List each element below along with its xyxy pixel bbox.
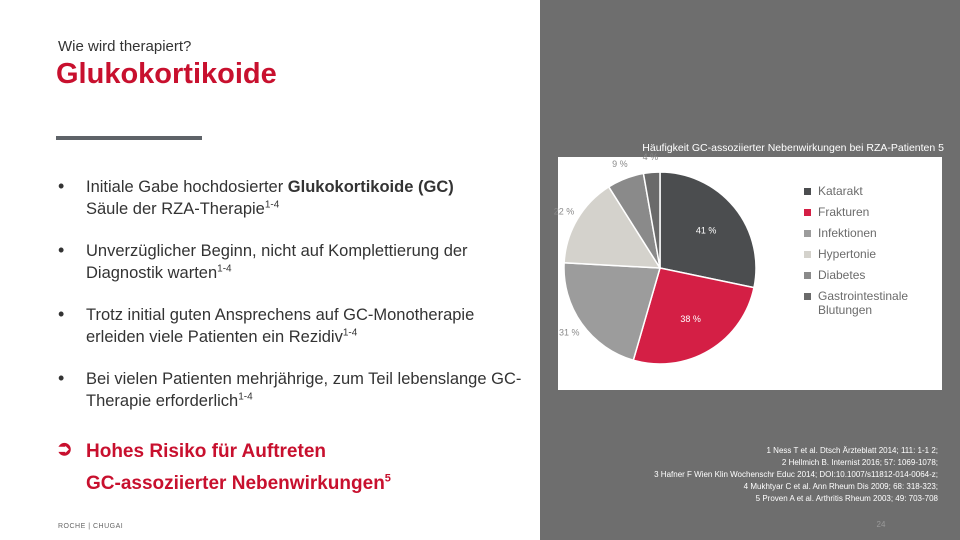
page-subtitle: Wie wird therapiert?: [58, 38, 192, 55]
bullet-dot-icon: •: [58, 304, 65, 324]
bullet-item: • Unverzüglicher Beginn, nicht auf Komplettierung der Diagnostik warten$^{1-4}$: [58, 240, 468, 282]
legend-swatch: [804, 272, 811, 279]
chart-container: [553, 152, 942, 390]
page-number: 24: [876, 520, 886, 529]
pie-slice-label: 38 %: [680, 314, 701, 325]
reference-item: 5 Proven A et al. Arthritis Rheum 2003; 49: 703-708: [755, 494, 938, 503]
reference-item: 1 Ness T et al. Dtsch Ärzteblatt 2014; 111: 1-1 2;: [766, 446, 938, 455]
legend-swatch: [804, 230, 811, 237]
bullet-dot-icon: •: [58, 368, 65, 388]
page-title: Glukokortikoide: [56, 58, 277, 90]
legend-swatch: [804, 293, 811, 300]
pie-slice-label: 22 %: [553, 206, 575, 217]
bullet-list: [58, 176, 528, 432]
bullet-dot-icon: •: [58, 176, 65, 196]
chart-title: Häufigkeit GC-assoziierter Nebenwirkungen bei RZA-Patienten 5: [642, 142, 944, 154]
legend-label: Hypertonie: [818, 247, 877, 261]
bullet-item: • Initiale Gabe hochdosierter Glukokortikoide (GC) Säule der RZA-Therapie$^{1-4}$: [58, 176, 454, 218]
legend-label: Infektionen: [818, 226, 877, 240]
legend-label: Diabetes: [818, 268, 866, 282]
bullet-item: • Bei vielen Patienten mehrjährige, zum Teil lebenslange GC-Therapie erforderlich$^{1-4}$: [58, 368, 522, 410]
pie-slice-label: 4 %: [642, 152, 659, 163]
legend-swatch: [804, 188, 811, 195]
pie-slice-label: 9 %: [612, 159, 628, 170]
pie-chart: [553, 152, 942, 390]
references: [560, 445, 938, 505]
legend-label: Frakturen: [818, 205, 870, 219]
legend-label: Gastrointestinale Blutungen: [818, 289, 909, 317]
footer-brand: ROCHE | CHUGAI: [58, 523, 124, 530]
legend-swatch: [804, 251, 811, 258]
risk-callout: [56, 436, 526, 500]
risk-text: Hohes Risiko für Auftreten GC-assoziierter Nebenwirkungen$^5$: [86, 441, 391, 494]
reference-item: 2 Hellmich B. Internist 2016; 57: 1069-1078;: [781, 458, 938, 467]
bullet-item: • Trotz initial guten Ansprechens auf GC-Monotherapie erleiden viele Patienten ein Rezidiv$^{1-4}$: [58, 304, 475, 346]
title-divider: [56, 136, 202, 140]
pie-slice-label: 31 %: [558, 327, 580, 338]
arrow-right-icon: ➲: [56, 438, 73, 460]
pie-slice-label: 41 %: [695, 225, 717, 236]
bullet-dot-icon: •: [58, 240, 65, 260]
reference-item: 4 Mukhtyar C et al. Ann Rheum Dis 2009; 68: 318-323;: [743, 482, 938, 491]
reference-item: 3 Hafner F Wien Klin Wochenschr Educ 2014; DOI:10.1007/s11812-014-0064-z;: [654, 470, 938, 479]
legend-label: Katarakt: [818, 184, 863, 198]
legend-swatch: [804, 209, 811, 216]
